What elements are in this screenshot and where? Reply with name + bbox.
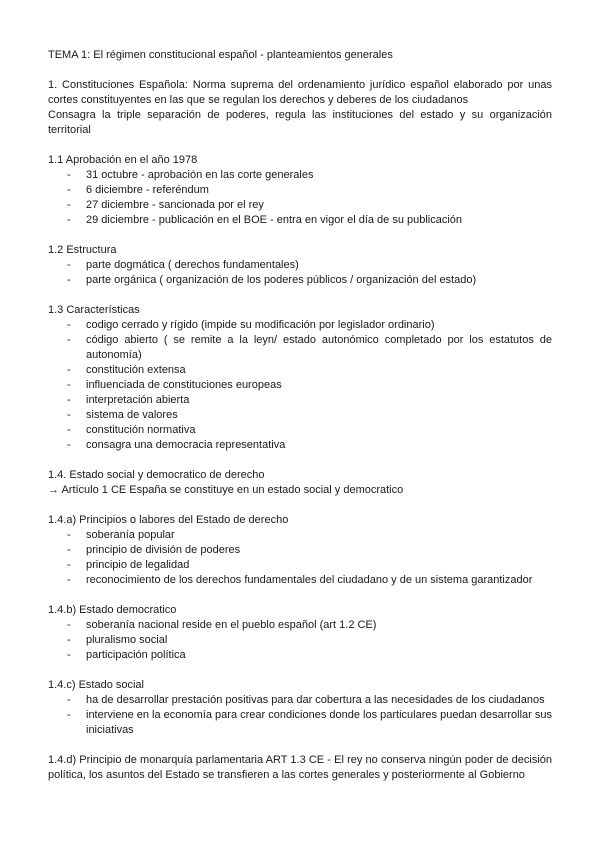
dash-bullet: - xyxy=(67,394,71,406)
dash-bullet: - xyxy=(67,259,71,271)
list-item: - influenciada de constituciones europeas xyxy=(67,379,282,391)
dash-bullet: - xyxy=(67,529,71,541)
section-1-1 xyxy=(48,153,552,228)
section-1-4-c xyxy=(48,678,552,738)
intro-separation-of-powers: Consagra la triple separación de poderes, regula las instituciones del estado y su organización territorial xyxy=(48,109,552,136)
dash-bullet: - xyxy=(67,169,71,181)
dash-bullet: - xyxy=(67,634,71,646)
dash-list xyxy=(48,258,552,288)
list-item: - 31 octubre - aprobación en las corte generales xyxy=(67,169,314,181)
section-1-4-d xyxy=(48,753,552,783)
dash-bullet: - xyxy=(67,274,71,286)
dash-bullet: - xyxy=(67,559,71,571)
section-heading: 1.4. Estado social y democratico de derecho xyxy=(48,469,265,481)
dash-bullet: - xyxy=(67,424,71,436)
dash-bullet: - xyxy=(67,409,71,421)
document-page xyxy=(48,48,552,783)
section-heading: 1.4.b) Estado democratico xyxy=(48,604,177,616)
dash-bullet: - xyxy=(67,334,71,346)
dash-bullet: - xyxy=(67,619,71,631)
section-heading: 1.2 Estructura xyxy=(48,244,117,256)
list-item: - 29 diciembre - publicación en el BOE - entra en vigor el día de su publicación xyxy=(67,214,463,226)
dash-bullet: - xyxy=(67,439,71,451)
dash-bullet: - xyxy=(67,214,71,226)
dash-list xyxy=(48,618,552,663)
dash-bullet: - xyxy=(67,574,71,586)
list-item: - reconocimiento de los derechos fundamentales del ciudadano y de un sistema garantizador xyxy=(67,574,533,586)
section-1-4-a xyxy=(48,513,552,588)
dash-bullet: - xyxy=(67,364,71,376)
list-item: - codigo cerrado y rígido (impide su modificación por legislador ordinario) xyxy=(67,319,435,331)
dash-list xyxy=(48,318,552,453)
list-item: - ha de desarrollar prestación positivas para dar cobertura a las necesidades de los ciudadanos xyxy=(67,694,545,706)
list-item: - pluralismo social xyxy=(67,634,168,646)
section-1-3 xyxy=(48,303,552,453)
section-1-4-b xyxy=(48,603,552,663)
dash-bullet: - xyxy=(67,379,71,391)
list-item: - constitución normativa xyxy=(67,424,196,436)
dash-bullet: - xyxy=(67,694,71,706)
dash-list xyxy=(48,168,552,228)
list-item: - constitución extensa xyxy=(67,364,186,376)
section-heading: 1.4.c) Estado social xyxy=(48,679,144,691)
section-heading: 1.1 Aprobación en el año 1978 xyxy=(48,154,198,166)
section-1-4 xyxy=(48,468,552,498)
dash-bullet: - xyxy=(67,544,71,556)
list-item: - parte dogmática ( derechos fundamentales) xyxy=(67,259,299,271)
intro-definition: 1. Constituciones Española: Norma suprema del ordenamiento jurídico español elaborado por unas cortes constituyentes en las que se regulan los derechos y deberes de los ciudadanos xyxy=(48,79,552,106)
monarchy-principle-paragraph: 1.4.d) Principio de monarquía parlamentaria ART 1.3 CE - El rey no conserva ningún poder de decisión política, los asuntos del Estado se transfieren a las cortes generales y posteriormente al Gobierno xyxy=(48,754,552,781)
dash-bullet: - xyxy=(67,649,71,661)
dash-bullet: - xyxy=(67,709,71,721)
section-1-2 xyxy=(48,243,552,288)
list-item: - principio de legalidad xyxy=(67,559,190,571)
list-item: - soberanía popular xyxy=(67,529,175,541)
dash-bullet: - xyxy=(67,319,71,331)
dash-list xyxy=(48,693,552,738)
list-item: - sistema de valores xyxy=(67,409,178,421)
list-item: - consagra una democracia representativa xyxy=(67,439,286,451)
dash-bullet: - xyxy=(67,199,71,211)
list-item: - 6 diciembre - referéndum xyxy=(67,184,209,196)
section-heading: 1.3 Características xyxy=(48,304,140,316)
list-item: - principio de división de poderes xyxy=(67,544,241,556)
list-item: - código abierto ( se remite a la leyn/ estado autonómico completado por los estatutos de autonomía) xyxy=(67,334,552,361)
page-title: TEMA 1: El régimen constitucional español - planteamientos generales xyxy=(48,49,393,61)
section-heading: 1.4.a) Principios o labores del Estado de derecho xyxy=(48,514,289,526)
list-item: - parte orgánica ( organización de los poderes públicos / organización del estado) xyxy=(67,274,477,286)
list-item: - soberanía nacional reside en el pueblo español (art 1.2 CE) xyxy=(67,619,377,631)
list-item: - interviene en la economía para crear condiciones donde los particulares puedan desarrollar sus iniciativas xyxy=(67,709,552,736)
dash-bullet: - xyxy=(67,184,71,196)
list-item: - interpretación abierta xyxy=(67,394,190,406)
article-reference: → Artículo 1 CE España se constituye en un estado social y democratico xyxy=(48,484,404,496)
list-item: - participación política xyxy=(67,649,186,661)
list-item: - 27 diciembre - sancionada por el rey xyxy=(67,199,264,211)
dash-list xyxy=(48,528,552,588)
